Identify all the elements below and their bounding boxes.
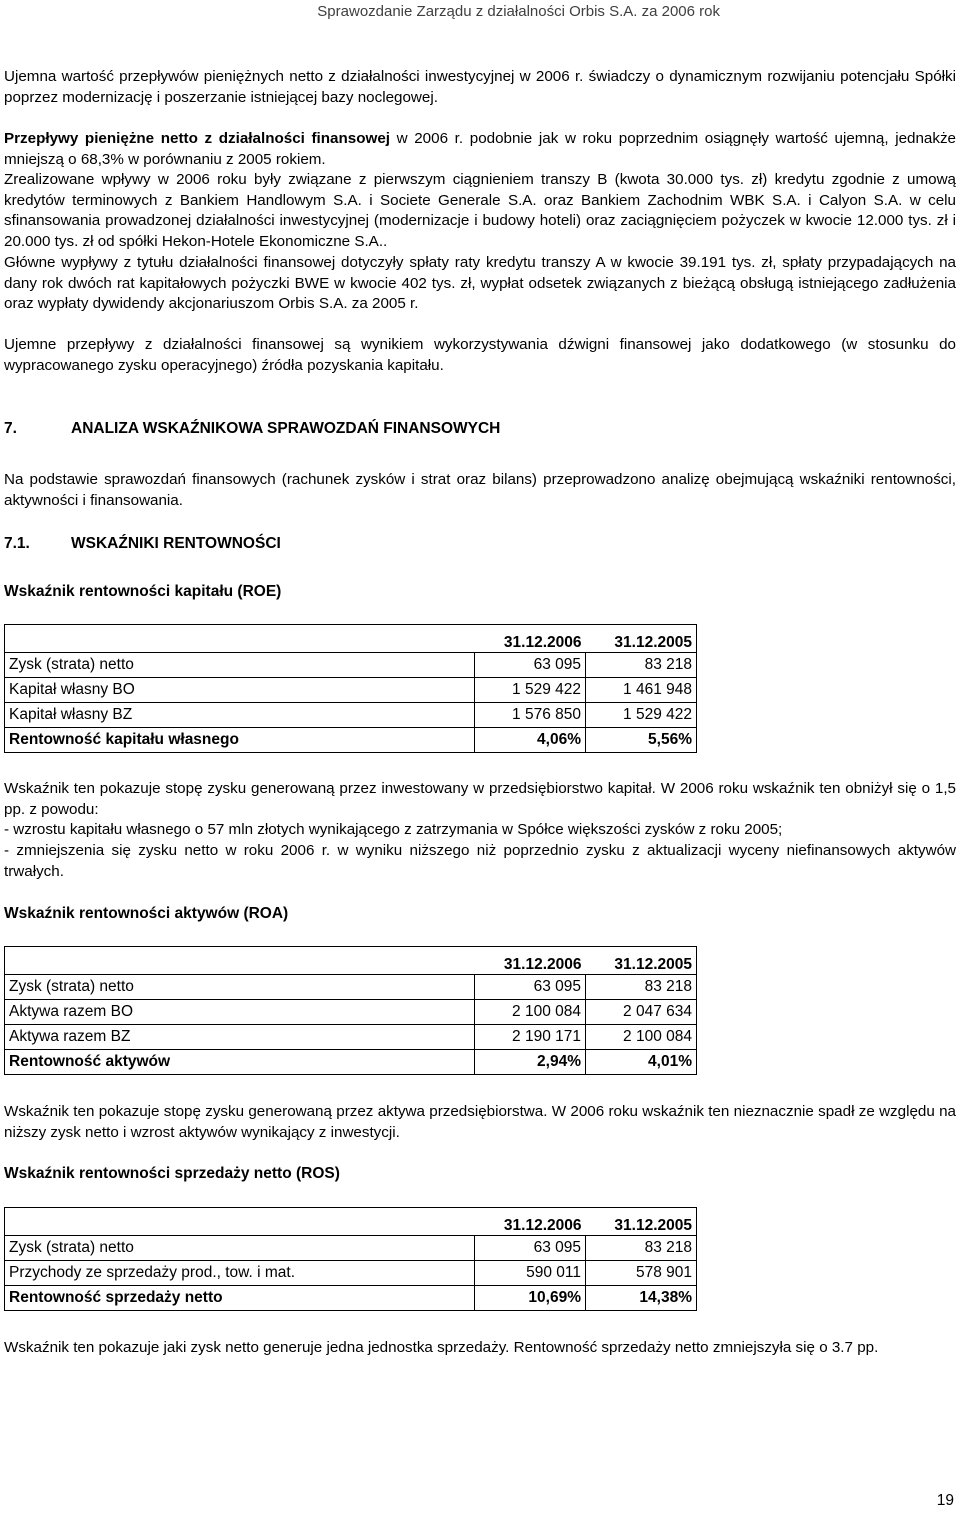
roe-comment-line-3: - zmniejszenia się zysku netto w roku 2006 r. w wyniku niższego niż poprzednio zysku z aktualizacji wyceny niefinansowych aktywów trwałych. <box>4 842 956 880</box>
value-2005: 83 218 <box>586 653 697 678</box>
value-2005: 2 047 634 <box>586 1000 697 1025</box>
report-title: Sprawozdanie Zarządu z działalności Orbis S.A. za 2006 rok <box>317 3 720 20</box>
roe-table <box>4 624 697 753</box>
value-2006: 63 095 <box>475 653 586 678</box>
table-row <box>5 703 697 728</box>
table-header-row <box>5 947 697 975</box>
row-label: Kapitał własny BO <box>5 678 475 703</box>
financing-cashflow-text: w 2006 r. podobnie jak w roku poprzednim osiągnęły wartość ujemną, jednakże mniejszą o 68,3% w porównaniu z 2005 rokiem. <box>4 130 956 168</box>
paragraph-roa-comment: Wskaźnik ten pokazuje stopę zysku generowaną przez aktywa przedsiębiorstwa. W 2006 roku wskaźnik ten nieznacznie spadł ze względu na niższy zysk netto i wzrost aktywów wynikający z inwestycji. <box>4 1103 956 1141</box>
table-row <box>5 653 697 678</box>
column-header-2005: 31.12.2005 <box>586 947 697 975</box>
column-header-2005: 31.12.2005 <box>586 625 697 653</box>
roe-comment-line-1: Wskaźnik ten pokazuje stopę zysku generowaną przez inwestowany w przedsiębiorstwo kapitał. W 2006 roku wskaźnik ten obniżył się o 1,5 pp. z powodu: <box>4 780 956 818</box>
table-header-blank <box>5 1208 475 1236</box>
financing-cashflow-term: Przepływy pieniężne netto z działalności finansowej <box>4 130 390 147</box>
result-row <box>5 1050 697 1075</box>
value-2006: 10,69% <box>475 1286 586 1311</box>
value-2005: 83 218 <box>586 975 697 1000</box>
value-2006: 2 100 084 <box>475 1000 586 1025</box>
page-header <box>0 0 960 26</box>
roa-heading: Wskaźnik rentowności aktywów (ROA) <box>4 905 289 922</box>
value-2006: 1 576 850 <box>475 703 586 728</box>
roe-heading: Wskaźnik rentowności kapitału (ROE) <box>4 583 282 600</box>
paragraph-financing-cashflow <box>4 129 956 170</box>
result-row <box>5 728 697 753</box>
section-7-1-number: 7.1. <box>4 535 30 552</box>
paragraph-investment-cashflow: Ujemna wartość przepływów pieniężnych netto z działalności inwestycyjnej w 2006 r. świadczy o dynamicznym rozwijaniu potencjału Spółki poprzez modernizację i poszerzanie istniejącej bazy noclegowej. <box>4 68 956 106</box>
table-row <box>5 1261 697 1286</box>
column-header-2005: 31.12.2005 <box>586 1208 697 1236</box>
paragraph-inflows: Zrealizowane wpływy w 2006 roku były związane z pierwszym ciągnieniem transzy B (kwota 30.000 tys. zł) kredytu zgodnie z umową kredytów terminowych z Bankiem Handlowym S.A. i Societe Generale S.A. oraz Bankiem Zachodnim WBK S.A. i Calyon S.A. w celu sfinansowania prowadzonej działalności inwestycyjnej (modernizacje i budowy hoteli) oraz zaciągnięciem pożyczek w kwocie 12.000 tys. zł i 20.000 tys. zł od spółki Hekon-Hotele Ekonomiczne S.A.. <box>4 171 956 251</box>
value-2005: 1 461 948 <box>586 678 697 703</box>
roa-table <box>4 946 697 1075</box>
value-2005: 14,38% <box>586 1286 697 1311</box>
table-row <box>5 1025 697 1050</box>
value-2005: 83 218 <box>586 1236 697 1261</box>
value-2006: 4,06% <box>475 728 586 753</box>
table-header-blank <box>5 625 475 653</box>
column-header-2006: 31.12.2006 <box>475 625 586 653</box>
ros-table <box>4 1207 697 1311</box>
column-header-2006: 31.12.2006 <box>475 947 586 975</box>
value-2005: 1 529 422 <box>586 703 697 728</box>
value-2006: 63 095 <box>475 1236 586 1261</box>
page-number: 19 <box>936 1492 954 1509</box>
row-label: Zysk (strata) netto <box>5 653 475 678</box>
value-2006: 2 190 171 <box>475 1025 586 1050</box>
row-label: Aktywa razem BO <box>5 1000 475 1025</box>
row-label: Rentowność aktywów <box>5 1050 475 1075</box>
section-7-number: 7. <box>4 420 17 437</box>
value-2005: 4,01% <box>586 1050 697 1075</box>
row-label: Zysk (strata) netto <box>5 1236 475 1261</box>
paragraph-analysis-intro: Na podstawie sprawozdań finansowych (rachunek zysków i strat oraz bilans) przeprowadzono analizę obejmującą wskaźniki rentowności, aktywności i finansowania. <box>4 471 956 509</box>
table-row <box>5 678 697 703</box>
column-header-2006: 31.12.2006 <box>475 1208 586 1236</box>
result-row <box>5 1286 697 1311</box>
section-7-title: ANALIZA WSKAŹNIKOWA SPRAWOZDAŃ FINANSOWYCH <box>71 420 501 437</box>
roe-comment-line-2: - wzrostu kapitału własnego o 57 mln złotych wynikającego z zatrzymania w Spółce większości zysków z roku 2005; <box>4 821 783 839</box>
table-row <box>5 1000 697 1025</box>
value-2006: 590 011 <box>475 1261 586 1286</box>
row-label: Aktywa razem BZ <box>5 1025 475 1050</box>
ros-heading: Wskaźnik rentowności sprzedaży netto (ROS) <box>4 1165 340 1182</box>
paragraph-roe-comment <box>4 779 956 883</box>
table-row <box>5 975 697 1000</box>
table-header-blank <box>5 947 475 975</box>
value-2006: 63 095 <box>475 975 586 1000</box>
row-label: Zysk (strata) netto <box>5 975 475 1000</box>
table-row <box>5 1236 697 1261</box>
value-2005: 2 100 084 <box>586 1025 697 1050</box>
table-header-row <box>5 625 697 653</box>
row-label: Rentowność kapitału własnego <box>5 728 475 753</box>
row-label: Przychody ze sprzedaży prod., tow. i mat. <box>5 1261 475 1286</box>
value-2005: 578 901 <box>586 1261 697 1286</box>
row-label: Rentowność sprzedaży netto <box>5 1286 475 1311</box>
value-2006: 1 529 422 <box>475 678 586 703</box>
value-2005: 5,56% <box>586 728 697 753</box>
table-header-row <box>5 1208 697 1236</box>
row-label: Kapitał własny BZ <box>5 703 475 728</box>
paragraph-ros-comment: Wskaźnik ten pokazuje jaki zysk netto generuje jedna jednostka sprzedaży. Rentowność sprzedaży netto zmniejszyła się o 3.7 pp. <box>4 1339 879 1356</box>
section-7-1-title: WSKAŹNIKI RENTOWNOŚCI <box>71 535 281 552</box>
paragraph-leverage: Ujemne przepływy z działalności finansowej są wynikiem wykorzystywania dźwigni finansowej jako dodatkowego (w stosunku do wypracowanego zysku operacyjnego) źródła pozyskania kapitału. <box>4 336 956 374</box>
value-2006: 2,94% <box>475 1050 586 1075</box>
paragraph-outflows: Główne wypływy z tytułu działalności finansowej dotyczyły spłaty raty kredytu transzy A w kwocie 39.191 tys. zł, spłaty przypadających na dany rok dwóch rat kapitałowych pożyczki BWE w kwocie 402 tys. zł, wypłat odsetek związanych z bieżącą obsługą istniejącego zadłużenia oraz wypłaty dywidendy akcjonariuszom Orbis S.A. za 2005 r. <box>4 254 956 313</box>
